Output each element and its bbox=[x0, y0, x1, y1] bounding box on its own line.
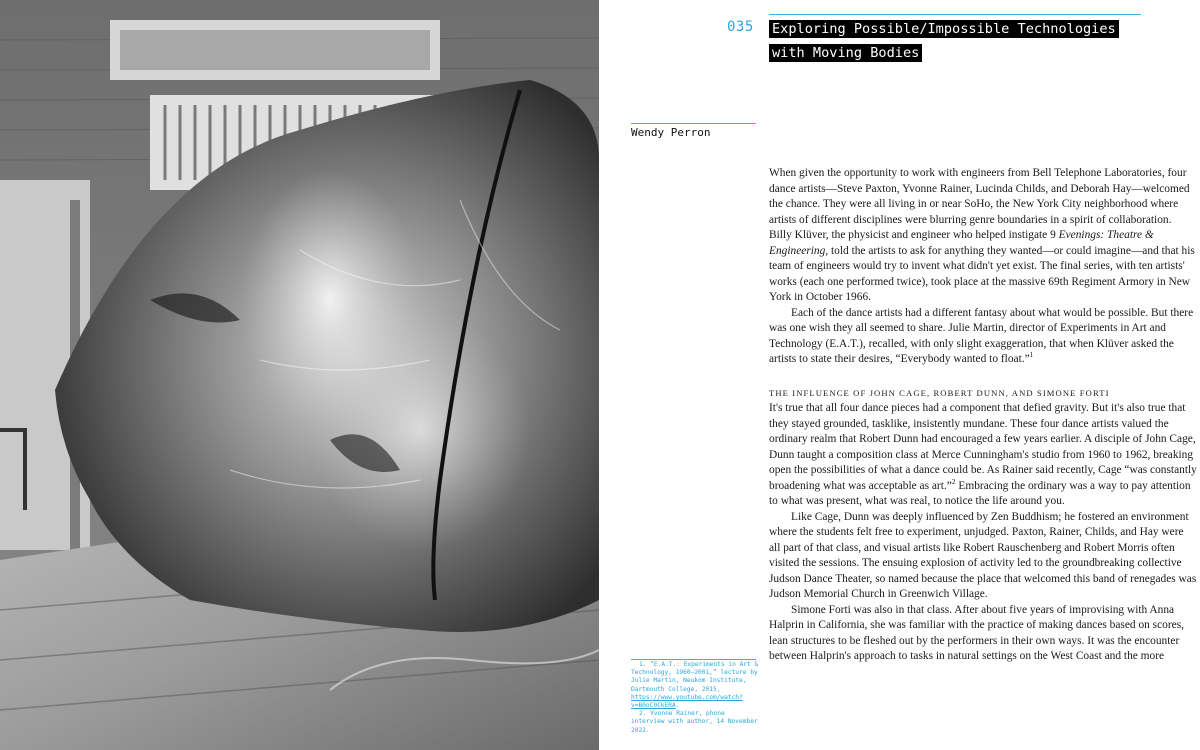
chapter-rule bbox=[769, 14, 1141, 15]
section-heading: THE INFLUENCE OF JOHN CAGE, ROBERT DUNN, AND SIMONE FORTI bbox=[769, 387, 1110, 398]
chapter-title bbox=[769, 17, 1169, 65]
paragraph-5: Simone Forti was also in that class. After about five years of improvising with Anna Halprin in California, she was familiar with the practice of making dances based on scores, lean structures to be fleshed out by the performers in their own ways. It was the encounter between Halprin's approach to tasks in natural settings on the West Coast and the more bbox=[769, 603, 1184, 662]
chapter-title-line-1: Exploring Possible/Impossible Technologies bbox=[769, 20, 1119, 38]
chapter-title-line-2: with Moving Bodies bbox=[769, 44, 922, 62]
footnote-rule bbox=[631, 659, 756, 660]
paragraph-4: Like Cage, Dunn was deeply influenced by Zen Buddhism; he fostered an environment where the students felt free to experiment, unjudged. Paxton, Rainer, Childs, and Hay were all part of that class, and visual artists like Robert Rauschenberg and Robert Morris often visited the sessions. The ensuing explosion of activity led to the groundbreaking collective Judson Dance Theater, so named because the place that welcomed this band of renegades was Judson Memorial Church in Greenwich Village. bbox=[769, 510, 1197, 600]
body-text bbox=[769, 166, 1197, 665]
paragraph-2-text: Each of the dance artists had a different fantasy about what would be possible. But there was one wish they all seemed to share. Julie Martin, director of Experiments in Art and Technology (E.A.T.), recalled, with only slight exaggeration, that when Klüver asked the artists to state their desires, “Everybody wanted to float.” bbox=[769, 306, 1194, 365]
photograph-dancer-in-plastic bbox=[0, 0, 599, 750]
footnote-1-text: 1. “E.A.T.: Experiments in Art & Technology, 1960–2001,” lecture by Julie Martin, Neukom Institute, Dartmouth College, 2015, bbox=[631, 661, 759, 693]
footnote-1 bbox=[631, 661, 759, 710]
paragraph-3-end: Embracing the ordinary was a way to pay attention to what was present, what was real, to notice the life around you. bbox=[769, 479, 1191, 507]
paragraph-2 bbox=[769, 306, 1197, 368]
footnote-ref-2[interactable]: 2 bbox=[951, 476, 956, 486]
paragraph-1-start: When given the opportunity to work with engineers from Bell Telephone Laboratories, four dance artists—Steve Paxton, Yvonne Rainer, Lucinda Childs, and Deborah Hay—welcomed the chance. They were all living in or near SoHo, the New York City neighborhood where artists of different disciplines were blurring genre boundaries in a spirit of collaboration. Billy Klüver, the physicist and engineer who helped instigate 9 bbox=[769, 167, 1190, 241]
footnote-ref-1[interactable]: 1 bbox=[1029, 350, 1034, 360]
photo-illustration bbox=[0, 0, 599, 750]
paragraph-3 bbox=[769, 401, 1197, 510]
paragraph-3-text: It's true that all four dance pieces had a component that defied gravity. But it's also true that they stayed grounded, tasklike, insistently mundane. These four dance artists valued the ordinary realm that Robert Dunn had encouraged a few years earlier. A disciple of John Cage, Dunn taught a composition class at Merce Cunningham's studio from 1960 to 1962, breaking open the possibilities of what a dance could be. As Rainer said recently, Cage “was constantly broadening what was acceptable as art.” bbox=[769, 402, 1197, 492]
paragraph-1-end: , told the artists to ask for anything they wanted—or could imagine—and that his team of engineers would try to invent what didn't yet exist. The final series, with ten artists' works (each one performed twice), took place at the massive 69th Regiment Armory in New York in October 1966. bbox=[769, 244, 1195, 303]
paragraph-1 bbox=[769, 166, 1197, 306]
paragraph-1-italic-title: Evenings: Theatre & Engineering bbox=[769, 229, 1154, 257]
author-rule bbox=[631, 123, 756, 124]
right-page bbox=[601, 0, 1200, 750]
footnote-1-end: . bbox=[675, 702, 680, 710]
footnote-1-link[interactable]: https://www.youtube.com/watch?v=B0oC0CkERA bbox=[631, 693, 743, 710]
chapter-number: 035 bbox=[727, 19, 754, 35]
author-name: Wendy Perron bbox=[631, 126, 711, 139]
footnote-2: 2. Yvonne Rainer, phone interview with author, 14 November 2022. bbox=[631, 710, 758, 734]
footnotes bbox=[631, 661, 759, 735]
